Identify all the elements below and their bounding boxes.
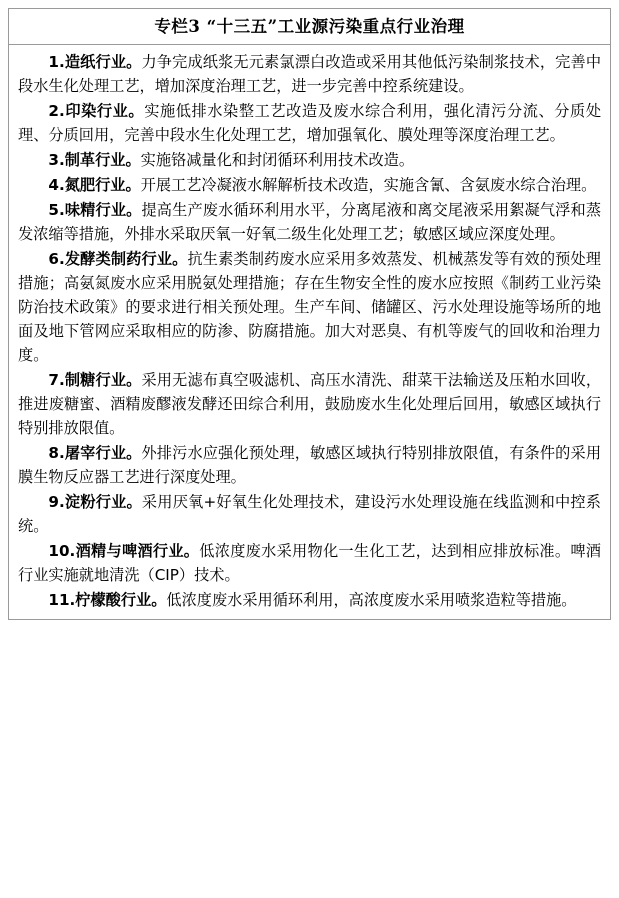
paragraph-11-text: 低浓度废水采用循环利用，高浓度废水采用喷浆造粒等措施。	[166, 591, 577, 610]
paragraph-1-lead: 1.造纸行业。	[48, 52, 142, 71]
paragraph-1	[18, 50, 601, 98]
paragraph-10-text: 低浓度废水采用物化一生化工艺，达到相应排放标准。啤酒行业实施就地清洗（CIP）技术。	[18, 542, 601, 585]
paragraph-8-lead: 8.屠宰行业。	[48, 444, 142, 463]
paragraph-11	[18, 588, 601, 612]
paragraph-10-lead: 10.酒精与啤酒行业。	[48, 542, 200, 561]
document-body	[9, 45, 610, 619]
paragraph-7-text: 采用无滤布真空吸滤机、高压水清洗、甜菜干法输送及压粕水回收，推进废糖蜜、酒精废醪液发酵还田综合利用，鼓励废水生化处理后回用，敏感区域执行特别排放限值。	[18, 371, 602, 438]
paragraph-5	[18, 198, 601, 246]
paragraph-3-lead: 3.制革行业。	[48, 150, 141, 169]
paragraph-10	[18, 539, 601, 587]
paragraph-2	[18, 99, 601, 147]
paragraph-6-text: 抗生素类制药废水应采用多效蒸发、机械蒸发等有效的预处理措施；高氨氮废水应采用脱氨处理措施；存在生物安全性的废水应按照《制药工业污染防治技术政策》的要求进行相关预处理。生产车间、储罐区、污水处理设施等场所的地面及地下管网应采取相应的防渗、防腐措施。加大对恶臭、有机等废气的回收和治理力度。	[18, 250, 601, 365]
paragraph-4-text: 开展工艺冷凝液水解解析技术改造，实施含氰、含氨废水综合治理。	[140, 176, 597, 194]
paragraph-4	[18, 173, 601, 197]
paragraph-9-lead: 9.淀粉行业。	[48, 493, 142, 512]
paragraph-3	[18, 148, 601, 172]
paragraph-5-lead: 5.味精行业。	[48, 201, 142, 220]
paragraph-11-lead: 11.柠檬酸行业。	[48, 591, 167, 610]
paragraph-8-text: 外排污水应强化预处理，敏感区域执行特别排放限值，有条件的采用膜生物反应器工艺进行深度处理。	[18, 444, 602, 487]
page-title: 专栏3 “十三五”工业源污染重点行业治理	[9, 9, 610, 45]
paragraph-9-text: 采用厌氧+好氧生化处理技术，建设污水处理设施在线监测和中控系统。	[18, 493, 601, 536]
paragraph-7-lead: 7.制糖行业。	[48, 371, 142, 390]
paragraph-8	[18, 441, 601, 489]
paragraph-3-text: 实施铬减量化和封闭循环利用技术改造。	[140, 150, 415, 169]
paragraph-4-lead: 4.氮肥行业。	[48, 176, 141, 194]
paragraph-1-text: 力争完成纸浆无元素氯漂白改造或采用其他低污染制浆技术，完善中段水生化处理工艺，增加深度治理工艺，进一步完善中控系统建设。	[18, 52, 602, 95]
paragraph-6-lead: 6.发酵类制药行业。	[48, 250, 188, 269]
paragraph-6	[18, 247, 601, 367]
paragraph-5-text: 提高生产废水循环利用水平，分离尾液和离交尾液采用絮凝气浮和蒸发浓缩等措施，外排水采取厌氧一好氧二级生化处理工艺；敏感区域应深度处理。	[18, 201, 602, 244]
paragraph-2-text: 实施低排水染整工艺改造及废水综合利用，强化清污分流、分质处理、分质回用，完善中段水生化处理工艺，增加强氧化、膜处理等深度治理工艺。	[18, 101, 602, 144]
document-box	[8, 8, 611, 620]
paragraph-7	[18, 368, 601, 440]
paragraph-2-lead: 2.印染行业。	[48, 101, 145, 120]
paragraph-9	[18, 490, 601, 538]
